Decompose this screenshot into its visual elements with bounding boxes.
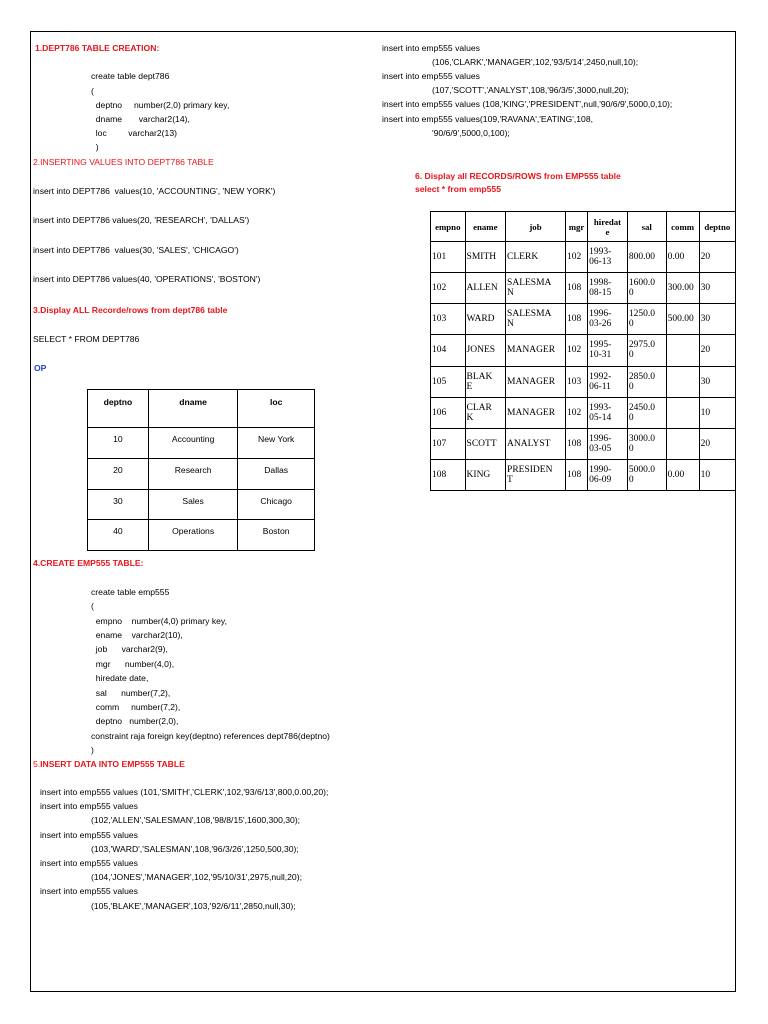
table-cell: 108 xyxy=(565,273,587,304)
table-cell: 20 xyxy=(699,428,735,459)
insert-line: '90/6/9',5000,0,100); xyxy=(432,128,510,138)
table-row xyxy=(431,428,736,459)
table-cell: WARD xyxy=(465,304,506,335)
code-line: deptno number(2,0) primary key, xyxy=(91,100,230,110)
emp-column-header: sal xyxy=(627,212,666,242)
table-cell: 106 xyxy=(431,397,466,428)
insert-line: insert into emp555 values xyxy=(40,830,138,840)
table-cell: 108 xyxy=(565,459,587,490)
table-cell xyxy=(666,366,699,397)
code-line: hiredate date, xyxy=(91,673,149,683)
table-cell: CLAR K xyxy=(465,397,506,428)
table-cell: 30 xyxy=(88,489,149,520)
insert-line: insert into emp555 values(109,'RAVANA','EATING',108, xyxy=(382,114,593,124)
emp-column-header: job xyxy=(506,212,566,242)
section-1-title: 1.DEPT786 TABLE CREATION: xyxy=(35,43,160,53)
section-5-number: 5. xyxy=(33,759,41,769)
table-cell: MANAGER xyxy=(506,397,566,428)
code-line: loc varchar2(13) xyxy=(91,128,177,138)
table-cell: 1993- 06-13 xyxy=(588,242,628,273)
emp-column-header: ename xyxy=(465,212,506,242)
dept-table-header xyxy=(88,390,315,428)
table-cell xyxy=(666,335,699,366)
table-row xyxy=(431,304,736,335)
table-cell: 10 xyxy=(88,428,149,459)
insert-line: insert into emp555 values (101,'SMITH','CLERK',102,'93/6/13',800,0.00,20); xyxy=(40,787,329,797)
insert-line: (102,'ALLEN','SALESMAN',108,'98/8/15',1600,300,30); xyxy=(91,815,301,825)
table-cell: 1600.0 0 xyxy=(627,273,666,304)
table-cell: 20 xyxy=(88,458,149,489)
emp-column-header: empno xyxy=(431,212,466,242)
section-4-title: 4.CREATE EMP555 TABLE: xyxy=(33,558,144,568)
table-cell: 103 xyxy=(565,366,587,397)
insert-line: (104,'JONES','MANAGER',102,'95/10/31',2975,null,20); xyxy=(91,872,302,882)
table-row xyxy=(431,335,736,366)
table-cell: 101 xyxy=(431,242,466,273)
insert-line: insert into emp555 values (108,'KING','PRESIDENT',null,'90/6/9',5000,0,10); xyxy=(382,99,673,109)
section-5-title: INSERT DATA INTO EMP555 TABLE xyxy=(40,759,185,769)
table-cell: CLERK xyxy=(506,242,566,273)
table-cell: Accounting xyxy=(148,428,237,459)
table-cell: 2975.0 0 xyxy=(627,335,666,366)
table-row xyxy=(88,489,315,520)
table-cell: 10 xyxy=(699,397,735,428)
table-cell: Sales xyxy=(148,489,237,520)
table-cell: 2850.0 0 xyxy=(627,366,666,397)
table-row xyxy=(431,273,736,304)
section-3-title: 3.Display ALL Recorde/rows from dept786 table xyxy=(33,305,228,315)
table-cell: ANALYST xyxy=(506,428,566,459)
code-line: ( xyxy=(91,601,94,611)
insert-line: (106,'CLARK','MANAGER',102,'93/5/14',2450,null,10); xyxy=(432,57,639,67)
table-cell: 103 xyxy=(431,304,466,335)
table-cell: 1998- 08-15 xyxy=(588,273,628,304)
table-cell: SMITH xyxy=(465,242,506,273)
table-cell: SALESMA N xyxy=(506,304,566,335)
table-cell: 1992- 06-11 xyxy=(588,366,628,397)
table-cell: 102 xyxy=(565,242,587,273)
table-cell: PRESIDEN T xyxy=(506,459,566,490)
dept-table-body xyxy=(88,428,315,551)
table-row xyxy=(431,397,736,428)
emp-column-header: mgr xyxy=(565,212,587,242)
table-cell: Boston xyxy=(238,520,315,551)
table-cell: 40 xyxy=(88,520,149,551)
code-line: empno number(4,0) primary key, xyxy=(91,616,227,626)
code-line: create table dept786 xyxy=(91,71,170,81)
table-row xyxy=(431,242,736,273)
dept-column-header: loc xyxy=(238,390,315,428)
emp-table-header xyxy=(431,212,736,242)
table-cell: Research xyxy=(148,458,237,489)
table-cell: 1995- 10-31 xyxy=(588,335,628,366)
emp-column-header: comm xyxy=(666,212,699,242)
insert-line: insert into DEPT786 values(10, 'ACCOUNTING', 'NEW YORK') xyxy=(33,186,276,196)
emp-table xyxy=(430,211,736,491)
insert-line: insert into DEPT786 values(30, 'SALES', 'CHICAGO') xyxy=(33,245,239,255)
table-cell: 102 xyxy=(565,335,587,366)
insert-line: (103,'WARD','SALESMAN',108,'96/3/26',1250,500,30); xyxy=(91,844,299,854)
table-row xyxy=(88,458,315,489)
table-cell: 1993- 05-14 xyxy=(588,397,628,428)
table-cell: New York xyxy=(238,428,315,459)
section-2-number: 2. xyxy=(33,157,41,167)
insert-line: insert into DEPT786 values(40, 'OPERATIONS', 'BOSTON') xyxy=(33,274,261,284)
table-cell: 10 xyxy=(699,459,735,490)
table-row xyxy=(88,520,315,551)
table-cell: 1996- 03-05 xyxy=(588,428,628,459)
table-cell: Chicago xyxy=(238,489,315,520)
code-line: comm number(7,2), xyxy=(91,702,181,712)
table-cell: Dallas xyxy=(238,458,315,489)
table-cell xyxy=(666,397,699,428)
table-cell: 102 xyxy=(431,273,466,304)
insert-line: insert into emp555 values xyxy=(382,43,480,53)
table-cell: KING xyxy=(465,459,506,490)
table-cell: 30 xyxy=(699,366,735,397)
code-line: sal number(7,2), xyxy=(91,688,171,698)
table-cell: 800.00 xyxy=(627,242,666,273)
table-cell: 30 xyxy=(699,304,735,335)
emp-table-body xyxy=(431,242,736,491)
table-cell: JONES xyxy=(465,335,506,366)
table-cell: 1990- 06-09 xyxy=(588,459,628,490)
insert-line: (105,'BLAKE','MANAGER',103,'92/6/11',2850,null,30); xyxy=(91,901,296,911)
code-line: ( xyxy=(91,86,94,96)
code-line: mgr number(4,0), xyxy=(91,659,175,669)
table-cell: SCOTT xyxy=(465,428,506,459)
table-cell: MANAGER xyxy=(506,335,566,366)
code-line: ename varchar2(10), xyxy=(91,630,183,640)
insert-line: insert into emp555 values xyxy=(40,858,138,868)
emp-column-header: hiredat e xyxy=(588,212,628,242)
table-cell: BLAK E xyxy=(465,366,506,397)
insert-line: (107,'SCOTT','ANALYST',108,'96/3/5',3000,null,20); xyxy=(432,85,629,95)
insert-line: insert into emp555 values xyxy=(40,886,138,896)
table-cell: SALESMA N xyxy=(506,273,566,304)
table-cell: 20 xyxy=(699,335,735,366)
code-line: create table emp555 xyxy=(91,587,170,597)
table-cell: Operations xyxy=(148,520,237,551)
table-cell: 105 xyxy=(431,366,466,397)
table-cell: 108 xyxy=(565,304,587,335)
insert-line: insert into emp555 values xyxy=(40,801,138,811)
op-label: OP xyxy=(34,363,47,373)
table-row xyxy=(431,459,736,490)
table-cell: ALLEN xyxy=(465,273,506,304)
table-cell: 1250.0 0 xyxy=(627,304,666,335)
table-cell: 500.00 xyxy=(666,304,699,335)
insert-line: insert into emp555 values xyxy=(382,71,480,81)
section-2-title: INSERTING VALUES INTO DEPT786 TABLE xyxy=(40,157,214,167)
code-line: job varchar2(9), xyxy=(91,644,168,654)
table-cell: 0.00 xyxy=(666,459,699,490)
table-cell: 20 xyxy=(699,242,735,273)
code-line: dname varchar2(14), xyxy=(91,114,190,124)
table-cell xyxy=(666,428,699,459)
table-cell: 30 xyxy=(699,273,735,304)
table-cell: 102 xyxy=(565,397,587,428)
code-line: ) xyxy=(91,142,99,152)
table-cell: MANAGER xyxy=(506,366,566,397)
table-cell: 108 xyxy=(565,428,587,459)
table-cell: 107 xyxy=(431,428,466,459)
table-cell: 300.00 xyxy=(666,273,699,304)
section-6-title: 6. Display all RECORDS/ROWS from EMP555 table xyxy=(415,171,621,181)
table-cell: 1996- 03-26 xyxy=(588,304,628,335)
section-5-heading xyxy=(33,759,185,770)
table-cell: 5000.0 0 xyxy=(627,459,666,490)
dept-column-header: deptno xyxy=(88,390,149,428)
table-row xyxy=(88,428,315,459)
section-3-query: SELECT * FROM DEPT786 xyxy=(33,334,140,344)
table-cell: 104 xyxy=(431,335,466,366)
code-line: deptno number(2,0), xyxy=(91,716,179,726)
table-row xyxy=(431,366,736,397)
table-cell: 0.00 xyxy=(666,242,699,273)
insert-line: insert into DEPT786 values(20, 'RESEARCH', 'DALLAS') xyxy=(33,215,250,225)
code-line: constraint raja foreign key(deptno) references dept786(deptno) xyxy=(91,731,330,741)
table-cell: 108 xyxy=(431,459,466,490)
table-cell: 2450.0 0 xyxy=(627,397,666,428)
dept-table xyxy=(87,389,315,551)
code-line: ) xyxy=(91,745,94,755)
section-2-heading xyxy=(33,157,214,168)
dept-column-header: dname xyxy=(148,390,237,428)
emp-column-header: deptno xyxy=(699,212,735,242)
table-cell: 3000.0 0 xyxy=(627,428,666,459)
section-6-query: select * from emp555 xyxy=(415,184,501,194)
